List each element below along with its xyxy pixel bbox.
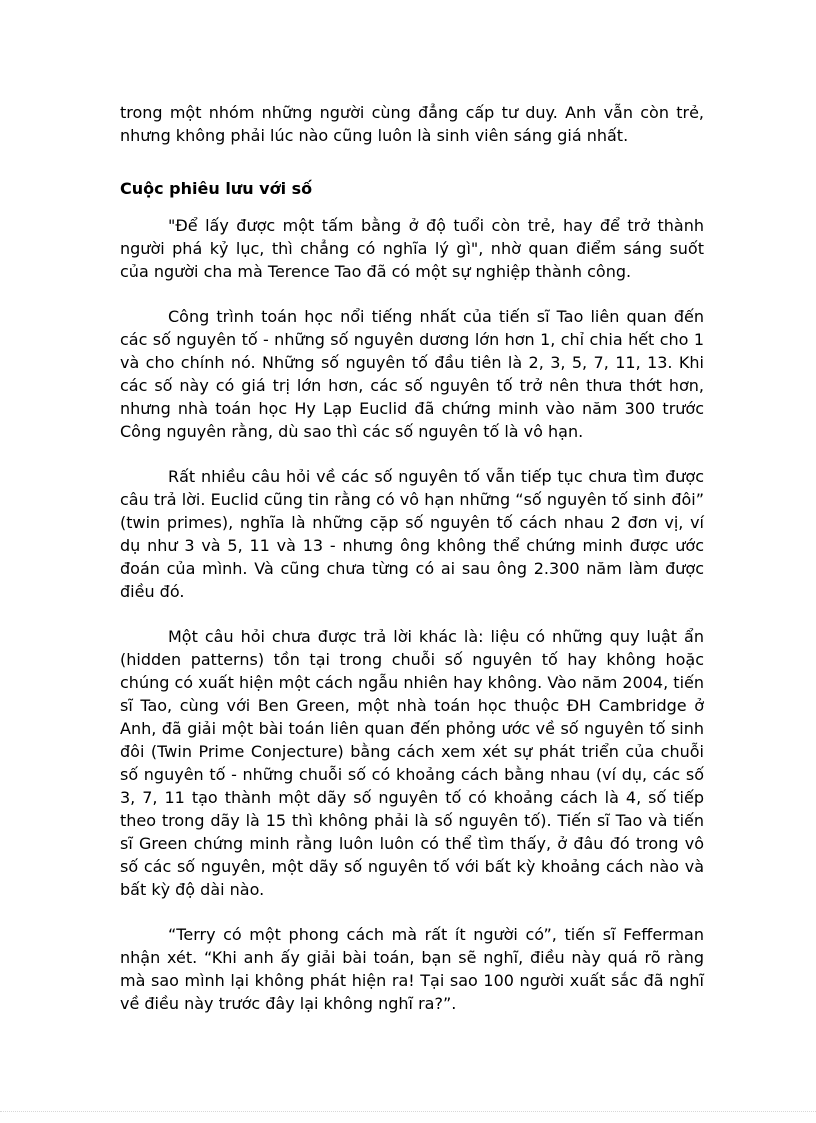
article-body	[120, 101, 704, 1037]
paragraph-hidden-patterns: Một câu hỏi chưa được trả lời khác là: liệu có những quy luật ẩn (hidden patterns) tồn tại trong chuỗi số nguyên tố hay không hoặc chúng có xuất hiện một cách ngẫu nhiên hay không. Vào năm 2004, tiến sĩ Tao, cùng với Ben Green, một nhà toán học thuộc ĐH Cambridge ở Anh, đã giải một bài toán liên quan đến phỏng ước về số nguyên tố sinh đôi (Twin Prime Conjecture) bằng cách xem xét sự phát triển của chuỗi số nguyên tố - những chuỗi số có khoảng cách bằng nhau (ví dụ, các số 3, 7, 11 tạo thành một dãy số nguyên tố có khoảng cách là 4, số tiếp theo trong dãy là 15 thì không phải là số nguyên tố). Tiến sĩ Tao và tiến sĩ Green chứng minh rằng luôn luôn có thể tìm thấy, ở đâu đó trong vô số các số nguyên, một dãy số nguyên tố với bất kỳ khoảng cách nào và bất kỳ độ dài nào.	[120, 627, 704, 899]
paragraph-fefferman-quote: “Terry có một phong cách mà rất ít người có”, tiến sĩ Fefferman nhận xét. “Khi anh ấy giải bài toán, bạn sẽ nghĩ, điều này quá rõ ràng mà sao mình lại không phát hiện ra! Tại sao 100 người xuất sắc đã nghĩ về điều này trước đây lại không nghĩ ra?”.	[120, 925, 704, 1013]
intro-paragraph: trong một nhóm những người cùng đẳng cấp tư duy. Anh vẫn còn trẻ, nhưng không phải lúc nào cũng luôn là sinh viên sáng giá nhất.	[120, 103, 704, 145]
page-bottom-divider	[0, 1111, 816, 1112]
paragraph-record-breaking: "Để lấy được một tấm bằng ở độ tuổi còn trẻ, hay để trở thành người phá kỷ lục, thì chẳng có nghĩa lý gì", nhờ quan điểm sáng suốt của người cha mà Terence Tao đã có một sự nghiệp thành công.	[120, 216, 704, 281]
section-heading: Cuộc phiêu lưu với số	[120, 179, 313, 198]
paragraph-prime-numbers: Công trình toán học nổi tiếng nhất của tiến sĩ Tao liên quan đến các số nguyên tố - những số nguyên dương lớn hơn 1, chỉ chia hết cho 1 và cho chính nó. Những số nguyên tố đầu tiên là 2, 3, 5, 7, 11, 13. Khi các số này có giá trị lớn hơn, các số nguyên tố trở nên thưa thớt hơn, nhưng nhà toán học Hy Lạp Euclid đã chứng minh vào năm 300 trước Công nguyên rằng, dù sao thì các số nguyên tố là vô hạn.	[120, 307, 704, 441]
paragraph-twin-primes: Rất nhiều câu hỏi về các số nguyên tố vẫn tiếp tục chưa tìm được câu trả lời. Euclid cũng tin rằng có vô hạn những “số nguyên tố sinh đôi” (twin primes), nghĩa là những cặp số nguyên tố cách nhau 2 đơn vị, ví dụ như 3 và 5, 11 và 13 - nhưng ông không thể chứng minh được ước đoán của mình. Và cũng chưa từng có ai sau ông 2.300 năm làm được điều đó.	[120, 467, 704, 601]
